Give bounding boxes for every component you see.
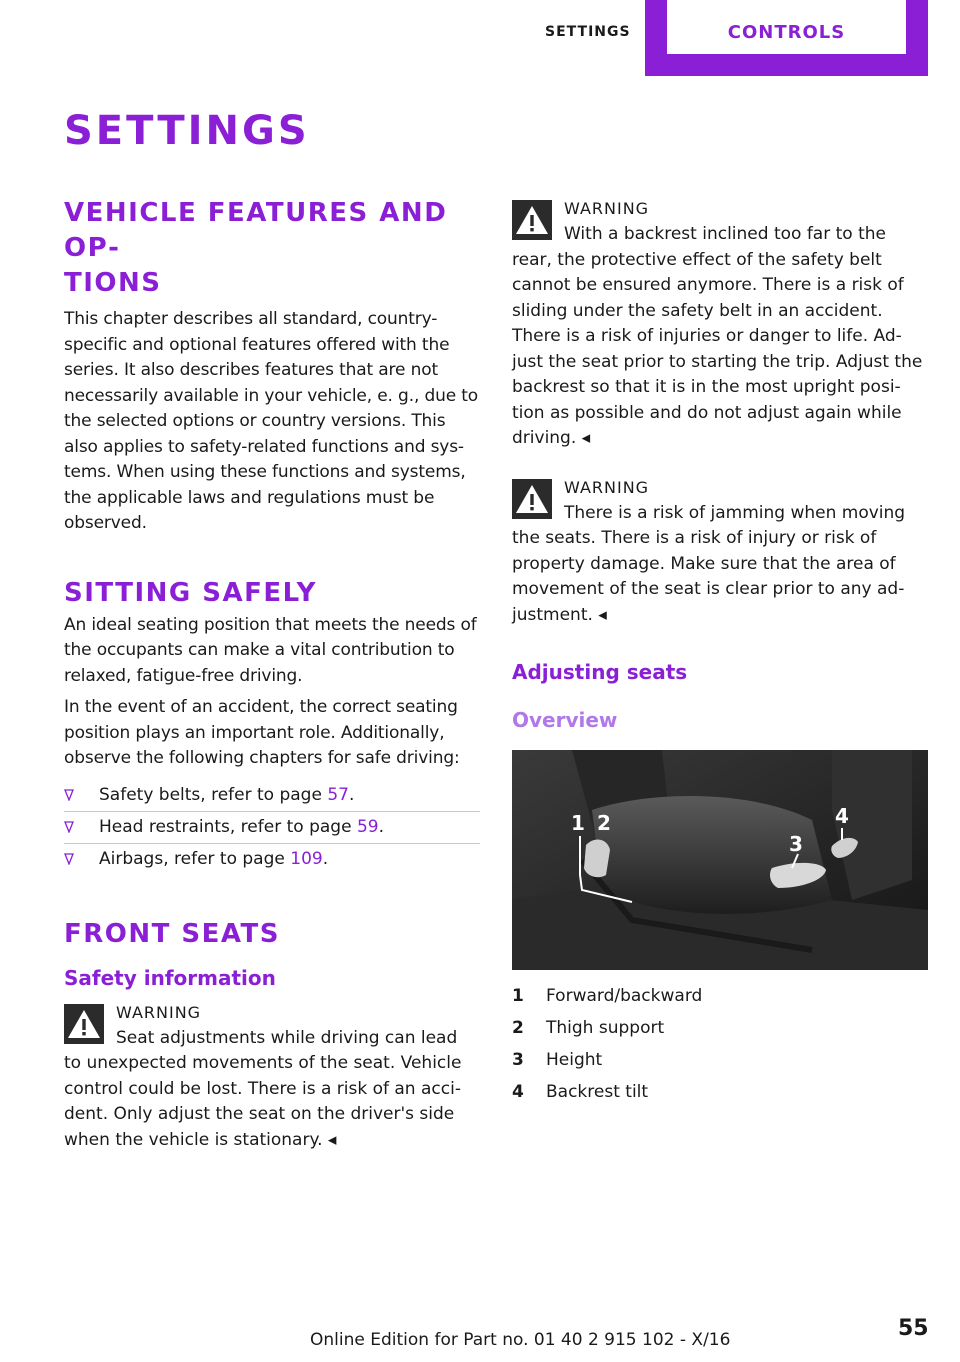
warning-body: the seats. There is a risk of injury or risk of property damage. Make sure that the area of movement of the seat is clear prior to any ad‐justment. ◂ bbox=[512, 528, 905, 625]
legend-item: 3 Height bbox=[512, 1050, 603, 1070]
sitting-safely-para1: An ideal seating position that meets the needs of the occupants can make a vital contribution to relaxed, fatigue-free driving. bbox=[64, 614, 477, 686]
seat-controls-photo bbox=[512, 750, 928, 970]
triangle-bullet-icon bbox=[64, 853, 74, 865]
list-item: Airbags, refer to page 109. bbox=[64, 844, 480, 875]
warning-first-line: With a backrest inclined too far to the bbox=[564, 224, 886, 244]
warning-jamming bbox=[512, 475, 928, 629]
vehicle-features-heading: VEHICLE FEATURES AND OP‐ TIONS bbox=[64, 198, 448, 298]
list-item: Safety belts, refer to page 57. bbox=[64, 780, 480, 812]
chapter-tab-label: CONTROLS bbox=[727, 22, 846, 43]
warning-first-line: Seat adjustments while driving can lead bbox=[116, 1027, 458, 1048]
vehicle-features-body: This chapter describes all standard, country-specific and optional features offered with the series. It also describes features that are not necessarily available in your vehicle, e. g., due to the selected options or country versions. This also applies to safety-related functions and sys‐tems. When using these functions and systems, the applicable laws and regulations must be observed. bbox=[64, 309, 479, 533]
warning-body: to unexpected movements of the seat. Vehicle control could be lost. There is a risk of an acci‐dent. Only adjust the seat on the driver's side when the vehicle is stationary. ◂ bbox=[64, 1053, 462, 1150]
callout-1: 1 bbox=[571, 811, 585, 835]
adjusting-seats-heading: Adjusting seats bbox=[512, 660, 688, 684]
warning-triangle-icon bbox=[512, 200, 552, 240]
warning-triangle-icon bbox=[64, 1004, 104, 1044]
warning-seat-adjust bbox=[64, 1000, 480, 1154]
callout-2: 2 bbox=[597, 811, 611, 835]
page-link-109[interactable]: 109 bbox=[290, 848, 323, 869]
right-column bbox=[512, 196, 928, 1108]
warning-label: WARNING bbox=[564, 199, 650, 218]
triangle-bullet-icon bbox=[64, 789, 74, 801]
sitting-safely-para2: In the event of an accident, the correct seating position plays an important role. Additionally, observe the following chapters for safe driving: bbox=[64, 697, 460, 768]
triangle-bullet-icon bbox=[64, 821, 74, 833]
overview-heading: Overview bbox=[512, 708, 618, 732]
chapter-tab bbox=[645, 0, 928, 76]
legend-item: 1 Forward/backward bbox=[512, 986, 703, 1006]
running-header-section: SETTINGS bbox=[545, 24, 631, 40]
warning-first-line: There is a risk of jamming when moving bbox=[564, 502, 906, 523]
photo-legend bbox=[512, 980, 928, 1108]
callout-4: 4 bbox=[835, 804, 849, 828]
end-mark-icon: ◂ bbox=[327, 1129, 337, 1150]
legend-item: 4 Backrest tilt bbox=[512, 1082, 649, 1102]
left-column bbox=[64, 196, 480, 1153]
sitting-safely-heading: SITTING SAFELY bbox=[64, 577, 318, 608]
page-number: 55 bbox=[898, 1316, 929, 1341]
warning-label: WARNING bbox=[564, 477, 650, 497]
page-link-57[interactable]: 57 bbox=[327, 784, 349, 805]
edition-footer: Online Edition for Part no. 01 40 2 915 102 - X/16 bbox=[310, 1330, 731, 1350]
callout-3: 3 bbox=[789, 832, 803, 856]
warning-triangle-icon bbox=[512, 479, 552, 519]
legend-item: 2 Thigh support bbox=[512, 1018, 665, 1038]
page-title: SETTINGS bbox=[64, 108, 310, 154]
warning-backrest bbox=[512, 196, 928, 452]
front-seats-heading: FRONT SEATS bbox=[64, 918, 280, 949]
warning-body: rear, the protective effect of the safety belt cannot be ensured anymore. There is a risk of sliding under the safety belt in an accident. There is a risk of injuries or danger to life. Ad‐just the seat prior to starting the trip. Adjust the backrest so that it is in the most upright posi‐tion as possible and do not adjust again while driving. ◂ bbox=[512, 249, 923, 448]
end-mark-icon: ◂ bbox=[581, 428, 591, 448]
warning-label: WARNING bbox=[116, 1002, 202, 1022]
page-link-59[interactable]: 59 bbox=[356, 816, 379, 837]
end-mark-icon: ◂ bbox=[598, 604, 607, 625]
list-item: Head restraints, refer to page 59. bbox=[64, 812, 480, 844]
safety-information-heading: Safety information bbox=[64, 965, 276, 990]
safety-references-list bbox=[64, 780, 480, 875]
